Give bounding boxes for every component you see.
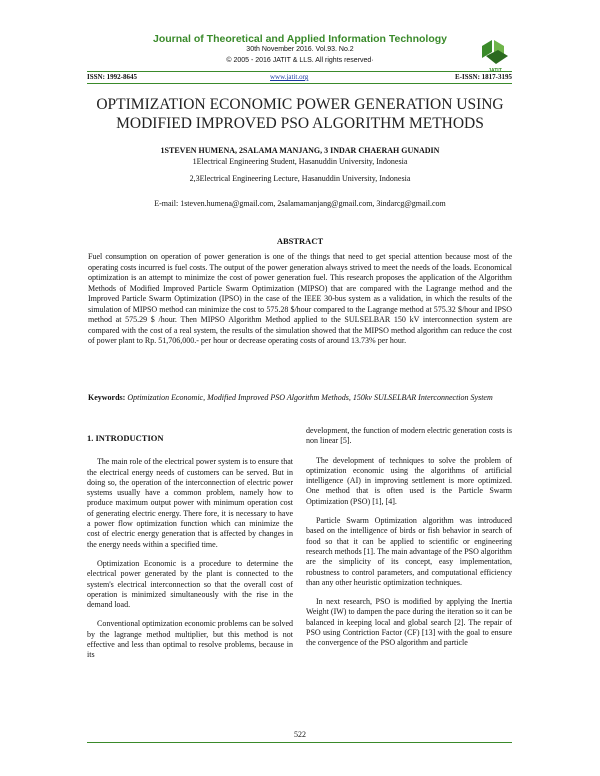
section-heading-introduction: 1. INTRODUCTION (87, 433, 164, 443)
abstract-heading: ABSTRACT (276, 236, 324, 246)
footer-rule (87, 742, 512, 743)
author-emails: E-mail: 1steven.humena@gmail.com, 2salamamanjang@gmail.com, 3indarcg@gmail.com (154, 199, 446, 208)
paper-title: OPTIMIZATION ECONOMIC POWER GENERATION USING MODIFIED IMPROVED PSO ALGORITHM METHODS (96, 96, 504, 132)
paragraph: In next research, PSO is modified by applying the Inertia Weight (IW) to dampen the pace during the iteration so it can be balanced in keeping local and global search [2]. The repair of PSO using Contriction Factor (CF) [13] with the goal to ensure the convergence of the PSO algorithm and particle (306, 597, 512, 648)
journal-website-link[interactable]: www.jatit.org (270, 73, 309, 81)
page-number: 522 (294, 730, 306, 739)
paragraph: Optimization Economic is a procedure to determine the electrical power generated by the plant is connected to the system's electrical interconnection so that the overall cost of operation is minimized simultaneously with the rise in the demand load. (87, 558, 293, 610)
affiliation-2: 2,3Electrical Engineering Lecture, Hasanuddin University, Indonesia (189, 174, 411, 183)
paragraph: development, the function of modern electric generation costs is non linear [5]. (306, 426, 512, 446)
authors: 1STEVEN HUMENA, 2SALAMA MANJANG, 3 INDAR CHAERAH GUNADIN (160, 146, 440, 155)
journal-title: Journal of Theoretical and Applied Information Technology (152, 33, 447, 45)
paragraph: Particle Swarm Optimization algorithm was introduced based on the intelligence of birds or fish behavior in search of food so that it can be applied to scientific or engineering research methods [1]. The main advantage of the PSO algorithm are the simplicity of its concept, easy implementation, robustness to control parameters, and computational efficiency than any other heuristic optimization techniques. (306, 516, 513, 587)
paragraph: The main role of the electrical power system is to ensure that the electrical energy needs of customers can be served. But in doing so, the operation of the interconnection of electric power systems usually have a common problem, namely how to produce maximum output power with minimum operation cost of generating electric energy. There fore, it is necessary to have a power flow optimization function which can minimize the cost of electric energy generation that is affected by changes in the energy needs within a specified time. (87, 457, 293, 549)
keywords (88, 393, 512, 404)
issn: ISSN: 1992-8645 (87, 73, 137, 81)
eissn: E-ISSN: 1817-3195 (455, 73, 512, 81)
header-rule-lower (87, 83, 512, 84)
left-column (87, 433, 293, 670)
paragraph: The development of techniques to solve the problem of optimization economic using the algorithms of artificial intelligence (AI) in improving settlement is more optimized. One method that is often used is the Particle Swarm Optimization (PSO) [1], [4]. (306, 455, 512, 506)
paragraph: Conventional optimization economic problems can be solved by the lagrange method multiplier, but this method is not effective and less than optimal to resolve problems, because in its (87, 619, 293, 660)
header-rule (87, 71, 512, 72)
abstract-text: Fuel consumption on operation of power generation is one of the things that need to get special attention because most of the operating costs incurred is fuel costs. The output of the power generation always strived to meet the needs of the loads. Economical optimization is an attempt to minimize the cost of power generation fuel. This research proposes the application of the Algorithm Methods of Modified Improved Particle Swarm Optimization (MIPSO) that are compared with the Lagrange method and the Improved Particle Swarm Optimization (IPSO) in the case of the IEEE 30-bus system as a validation, in which the results of the simulation of MIPSO method can minimize the cost to 575.28 $/hour compared to the Lagrange method at 575.32 $/hour and IPSO method at 575.29 $ /hour. Then MIPSO Algorithm Method applied to the SULSELBAR 150 kV interconnection system are compared with the cost of a real system, the results of the simulation showed that the MIPSO method algorithm can reduce the cost of power plant to Rp. 51,706,000.- per hour or decrease operating costs of around 13.73% per hour. (88, 252, 512, 345)
jatit-logo-icon (478, 38, 512, 68)
volume-info: 30th November 2016. Vol.93. No.2 (246, 46, 354, 53)
keywords-label: Keywords: (88, 393, 126, 402)
keywords-text: Optimization Economic, Modified Improved PSO Algorithm Methods, 150kv SULSELBAR Interconnection System (127, 393, 493, 402)
right-column (306, 426, 512, 658)
affiliation-1: 1Electrical Engineering Student, Hasanuddin University, Indonesia (192, 157, 408, 166)
copyright-line: © 2005 - 2016 JATIT & LLS. All rights reserved· (226, 57, 374, 64)
